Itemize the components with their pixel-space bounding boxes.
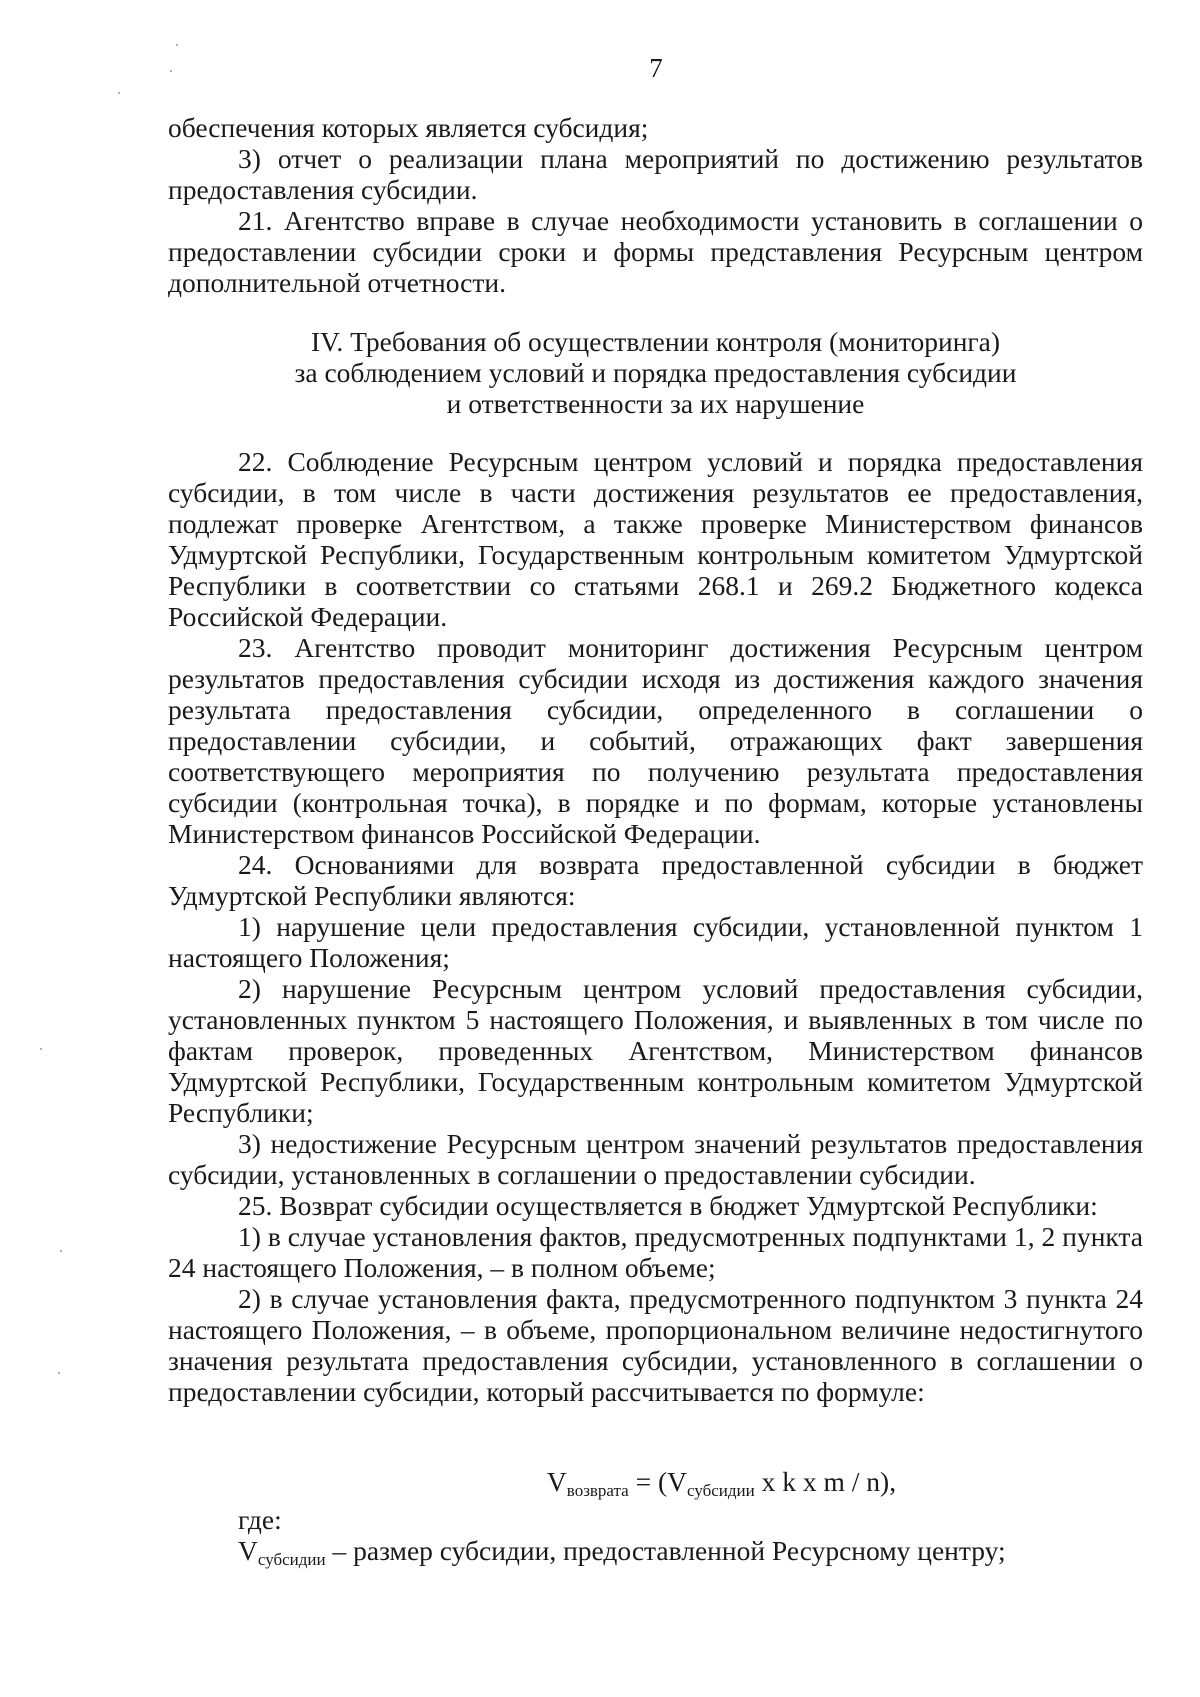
formula-rhs-subscript: субсидии	[687, 1481, 755, 1500]
paragraph-21: 21. Агентство вправе в случае необходимости установить в соглашении о предоставлении субсидии сроки и формы представления Ресурсным центром дополнительной отчетности.	[168, 205, 1143, 298]
section-heading	[168, 326, 1143, 419]
paragraph-22: 22. Соблюдение Ресурсным центром условий и порядка предоставления субсидии, в том числе в части достижения результатов ее предоставления, подлежат проверке Агентством, а также проверке Министерством финансов Удмуртской Республики, Государственным контрольным комитетом Удмуртской Республики в соответствии со статьями 268.1 и 269.2 Бюджетного кодекса Российской Федерации.	[168, 446, 1143, 632]
where-label: где:	[238, 1504, 282, 1535]
paragraph-25: 25. Возврат субсидии осуществляется в бюджет Удмуртской Республики:	[238, 1190, 1098, 1221]
top-text-block	[168, 112, 1143, 298]
paragraph-23: 23. Агентство проводит мониторинг достижения Ресурсным центром результатов предоставления субсидии исходя из достижения каждого значения результата предоставления субсидии, определенного в соглашении о предоставлении субсидии, и событий, отражающих факт завершения соответствующего мероприятия по получению результата предоставления субсидии (контрольная точка), в порядке и по формам, которые установлены Министерством финансов Российской Федерации.	[168, 632, 1143, 849]
scan-speck	[60, 1250, 62, 1252]
scan-speck	[40, 1048, 42, 1050]
formula-equals-open: = (V	[628, 1466, 688, 1497]
body-text-block	[168, 446, 1143, 1407]
formula-rhs-rest: x k x m / n),	[754, 1466, 897, 1497]
scan-speck	[176, 44, 178, 46]
section-heading-line-1: IV. Требования об осуществлении контроля (мониторинга)	[310, 326, 1001, 357]
paragraph-25-item-2: 2) в случае установления факта, предусмотренного подпунктом 3 пункта 24 настоящего Положения, – в объеме, пропорциональном величине недостигнутого значения результата предоставления субсидии, установленного в соглашении о предоставлении субсидии, который рассчитывается по формуле:	[168, 1283, 1143, 1407]
formula-lhs-symbol: V	[546, 1466, 567, 1497]
refund-formula	[168, 1466, 1143, 1500]
scan-speck	[58, 1372, 60, 1374]
paragraph-24-item-1: 1) нарушение цели предоставления субсидии, установленной пунктом 1 настоящего Положения;	[168, 911, 1143, 973]
formula-lhs-subscript: возврата	[566, 1481, 629, 1500]
definition-text: – размер субсидии, предоставленной Ресурсному центру;	[325, 1535, 1006, 1566]
paragraph-continuation: обеспечения которых является субсидия;	[168, 112, 649, 143]
scan-speck	[118, 92, 120, 94]
paragraph-item-3-report: 3) отчет о реализации плана мероприятий по достижению результатов предоставления субсидии.	[168, 143, 1143, 205]
definition-v-subsidy	[168, 1535, 1143, 1569]
paragraph-24: 24. Основаниями для возврата предоставленной субсидии в бюджет Удмуртской Республики являются:	[168, 849, 1143, 911]
definitions-block	[168, 1504, 1143, 1569]
definition-symbol: V	[238, 1535, 258, 1566]
section-heading-line-2: за соблюдением условий и порядка предоставления субсидии	[294, 357, 1017, 388]
definition-subscript: субсидии	[257, 1550, 326, 1569]
page-number: 7	[649, 53, 663, 83]
paragraph-24-item-3: 3) недостижение Ресурсным центром значений результатов предоставления субсидии, установленных в соглашении о предоставлении субсидии.	[168, 1128, 1143, 1190]
paragraph-24-item-2: 2) нарушение Ресурсным центром условий предоставления субсидии, установленных пунктом 5 настоящего Положения, и выявленных в том числе по фактам проверок, проведенных Агентством, Министерством финансов Удмуртской Республики, Государственным контрольным комитетом Удмуртской Республики;	[168, 973, 1143, 1128]
section-heading-line-3: и ответственности за их нарушение	[446, 388, 865, 419]
paragraph-25-item-1: 1) в случае установления фактов, предусмотренных подпунктами 1, 2 пункта 24 настоящего Положения, – в полном объеме;	[168, 1221, 1143, 1283]
